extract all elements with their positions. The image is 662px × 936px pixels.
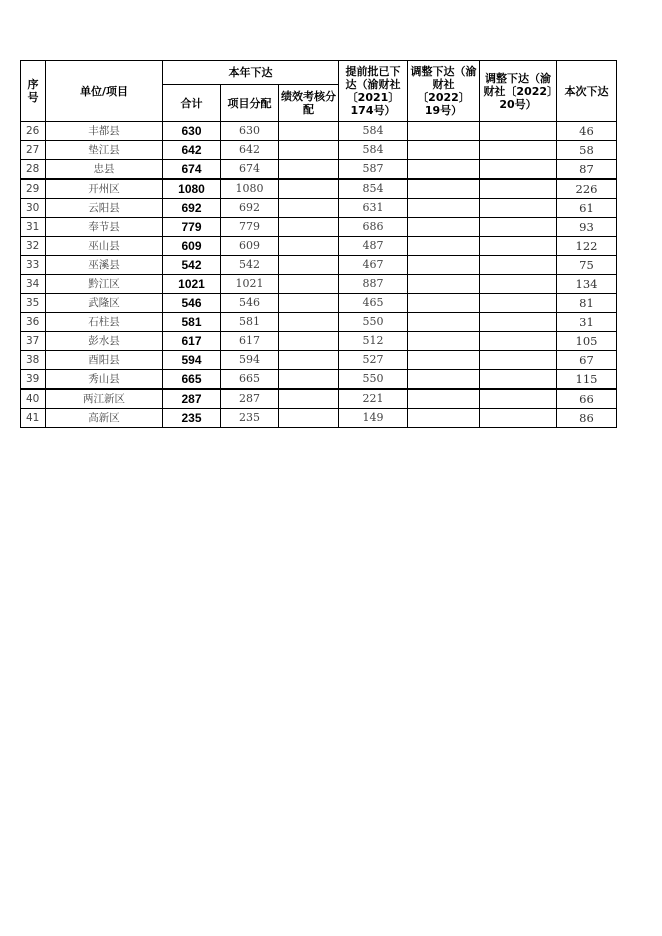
cell-this-time: 134: [557, 275, 617, 294]
header-seq: 序号: [21, 61, 46, 122]
cell-advance: 465: [339, 294, 408, 313]
cell-unit: 奉节县: [46, 218, 163, 237]
cell-this-time: 93: [557, 218, 617, 237]
table-row: [21, 199, 617, 218]
header-perf-alloc: 绩效考核分配: [279, 85, 339, 122]
table-row: [21, 218, 617, 237]
cell-adjust-20: [480, 122, 557, 141]
table-row: [21, 275, 617, 294]
cell-this-time: 31: [557, 313, 617, 332]
cell-total: 581: [163, 313, 221, 332]
cell-perf-alloc: [279, 275, 339, 294]
cell-adjust-20: [480, 313, 557, 332]
cell-advance: 854: [339, 179, 408, 199]
cell-adjust-19: [408, 160, 480, 180]
table-row: [21, 141, 617, 160]
header-year-group: 本年下达: [163, 61, 339, 85]
cell-unit: 丰都县: [46, 122, 163, 141]
cell-unit: 武隆区: [46, 294, 163, 313]
table-row: [21, 389, 617, 409]
cell-advance: 527: [339, 351, 408, 370]
cell-project-alloc: 609: [221, 237, 279, 256]
table-row: [21, 409, 617, 428]
cell-unit: 高新区: [46, 409, 163, 428]
cell-this-time: 81: [557, 294, 617, 313]
table-row: [21, 160, 617, 180]
cell-seq: 28: [21, 160, 46, 180]
cell-advance: 550: [339, 313, 408, 332]
cell-total: 630: [163, 122, 221, 141]
table-row: [21, 179, 617, 199]
cell-adjust-19: [408, 313, 480, 332]
cell-project-alloc: 546: [221, 294, 279, 313]
cell-project-alloc: 617: [221, 332, 279, 351]
cell-advance: 631: [339, 199, 408, 218]
cell-adjust-20: [480, 237, 557, 256]
cell-adjust-20: [480, 141, 557, 160]
cell-adjust-20: [480, 256, 557, 275]
cell-seq: 34: [21, 275, 46, 294]
cell-adjust-20: [480, 409, 557, 428]
cell-project-alloc: 692: [221, 199, 279, 218]
cell-perf-alloc: [279, 351, 339, 370]
header-unit: 单位/项目: [46, 61, 163, 122]
cell-this-time: 122: [557, 237, 617, 256]
cell-project-alloc: 674: [221, 160, 279, 180]
cell-advance: 887: [339, 275, 408, 294]
cell-advance: 550: [339, 370, 408, 390]
cell-advance: 487: [339, 237, 408, 256]
header-adjust-19: 调整下达（渝财社〔2022〕19号）: [408, 61, 480, 122]
cell-perf-alloc: [279, 122, 339, 141]
cell-advance: 149: [339, 409, 408, 428]
cell-advance: 467: [339, 256, 408, 275]
table-row: [21, 313, 617, 332]
allocation-sheet: [20, 60, 616, 428]
cell-total: 692: [163, 199, 221, 218]
cell-adjust-20: [480, 160, 557, 180]
cell-perf-alloc: [279, 256, 339, 275]
cell-seq: 27: [21, 141, 46, 160]
cell-adjust-19: [408, 275, 480, 294]
cell-project-alloc: 235: [221, 409, 279, 428]
cell-unit: 秀山县: [46, 370, 163, 390]
cell-adjust-19: [408, 294, 480, 313]
cell-project-alloc: 542: [221, 256, 279, 275]
cell-adjust-20: [480, 294, 557, 313]
cell-unit: 垫江县: [46, 141, 163, 160]
cell-unit: 巫溪县: [46, 256, 163, 275]
cell-this-time: 226: [557, 179, 617, 199]
cell-seq: 36: [21, 313, 46, 332]
cell-adjust-20: [480, 199, 557, 218]
cell-unit: 酉阳县: [46, 351, 163, 370]
cell-perf-alloc: [279, 313, 339, 332]
cell-project-alloc: 581: [221, 313, 279, 332]
header-total: 合计: [163, 85, 221, 122]
cell-project-alloc: 779: [221, 218, 279, 237]
header-adjust-20: 调整下达（渝财社〔2022〕20号）: [480, 61, 557, 122]
cell-adjust-19: [408, 332, 480, 351]
cell-this-time: 58: [557, 141, 617, 160]
cell-adjust-20: [480, 370, 557, 390]
table-row: [21, 256, 617, 275]
cell-perf-alloc: [279, 179, 339, 199]
cell-this-time: 66: [557, 389, 617, 409]
table-row: [21, 370, 617, 390]
cell-perf-alloc: [279, 409, 339, 428]
cell-seq: 26: [21, 122, 46, 141]
cell-adjust-20: [480, 218, 557, 237]
cell-project-alloc: 642: [221, 141, 279, 160]
cell-this-time: 105: [557, 332, 617, 351]
table-row: [21, 294, 617, 313]
cell-unit: 开州区: [46, 179, 163, 199]
cell-advance: 512: [339, 332, 408, 351]
cell-advance: 221: [339, 389, 408, 409]
header-advance: 提前批已下达（渝财社〔2021〕174号）: [339, 61, 408, 122]
cell-this-time: 46: [557, 122, 617, 141]
cell-total: 609: [163, 237, 221, 256]
cell-perf-alloc: [279, 160, 339, 180]
cell-perf-alloc: [279, 389, 339, 409]
cell-this-time: 67: [557, 351, 617, 370]
cell-unit: 云阳县: [46, 199, 163, 218]
cell-adjust-19: [408, 237, 480, 256]
table-header: [21, 61, 617, 122]
cell-total: 617: [163, 332, 221, 351]
cell-unit: 两江新区: [46, 389, 163, 409]
cell-adjust-19: [408, 179, 480, 199]
cell-adjust-19: [408, 370, 480, 390]
cell-adjust-20: [480, 332, 557, 351]
cell-total: 594: [163, 351, 221, 370]
cell-adjust-20: [480, 179, 557, 199]
cell-adjust-19: [408, 122, 480, 141]
cell-project-alloc: 287: [221, 389, 279, 409]
cell-total: 542: [163, 256, 221, 275]
cell-total: 674: [163, 160, 221, 180]
cell-seq: 33: [21, 256, 46, 275]
cell-project-alloc: 1021: [221, 275, 279, 294]
cell-unit: 黔江区: [46, 275, 163, 294]
cell-unit: 忠县: [46, 160, 163, 180]
cell-seq: 37: [21, 332, 46, 351]
header-this-time: 本次下达: [557, 61, 617, 122]
cell-adjust-19: [408, 389, 480, 409]
cell-perf-alloc: [279, 237, 339, 256]
cell-perf-alloc: [279, 370, 339, 390]
cell-total: 1080: [163, 179, 221, 199]
cell-unit: 彭水县: [46, 332, 163, 351]
cell-total: 546: [163, 294, 221, 313]
cell-this-time: 115: [557, 370, 617, 390]
cell-this-time: 75: [557, 256, 617, 275]
cell-seq: 30: [21, 199, 46, 218]
cell-adjust-20: [480, 389, 557, 409]
cell-total: 1021: [163, 275, 221, 294]
cell-this-time: 61: [557, 199, 617, 218]
cell-advance: 584: [339, 122, 408, 141]
cell-adjust-19: [408, 141, 480, 160]
cell-this-time: 87: [557, 160, 617, 180]
cell-seq: 38: [21, 351, 46, 370]
table-row: [21, 237, 617, 256]
cell-project-alloc: 594: [221, 351, 279, 370]
cell-adjust-19: [408, 199, 480, 218]
cell-total: 235: [163, 409, 221, 428]
table-row: [21, 332, 617, 351]
cell-seq: 41: [21, 409, 46, 428]
cell-perf-alloc: [279, 218, 339, 237]
cell-seq: 31: [21, 218, 46, 237]
cell-adjust-19: [408, 256, 480, 275]
cell-project-alloc: 630: [221, 122, 279, 141]
cell-seq: 39: [21, 370, 46, 390]
cell-seq: 40: [21, 389, 46, 409]
cell-unit: 巫山县: [46, 237, 163, 256]
cell-advance: 686: [339, 218, 408, 237]
cell-perf-alloc: [279, 294, 339, 313]
cell-seq: 29: [21, 179, 46, 199]
cell-total: 665: [163, 370, 221, 390]
cell-total: 287: [163, 389, 221, 409]
cell-project-alloc: 1080: [221, 179, 279, 199]
table-body: [21, 122, 617, 428]
cell-adjust-20: [480, 351, 557, 370]
cell-adjust-20: [480, 275, 557, 294]
cell-adjust-19: [408, 351, 480, 370]
cell-perf-alloc: [279, 332, 339, 351]
allocation-table: [20, 60, 617, 428]
cell-advance: 584: [339, 141, 408, 160]
cell-adjust-19: [408, 218, 480, 237]
cell-unit: 石柱县: [46, 313, 163, 332]
cell-total: 642: [163, 141, 221, 160]
cell-total: 779: [163, 218, 221, 237]
cell-this-time: 86: [557, 409, 617, 428]
header-project-alloc: 项目分配: [221, 85, 279, 122]
table-row: [21, 122, 617, 141]
cell-project-alloc: 665: [221, 370, 279, 390]
table-row: [21, 351, 617, 370]
cell-perf-alloc: [279, 199, 339, 218]
cell-seq: 35: [21, 294, 46, 313]
cell-perf-alloc: [279, 141, 339, 160]
cell-seq: 32: [21, 237, 46, 256]
cell-adjust-19: [408, 409, 480, 428]
cell-advance: 587: [339, 160, 408, 180]
